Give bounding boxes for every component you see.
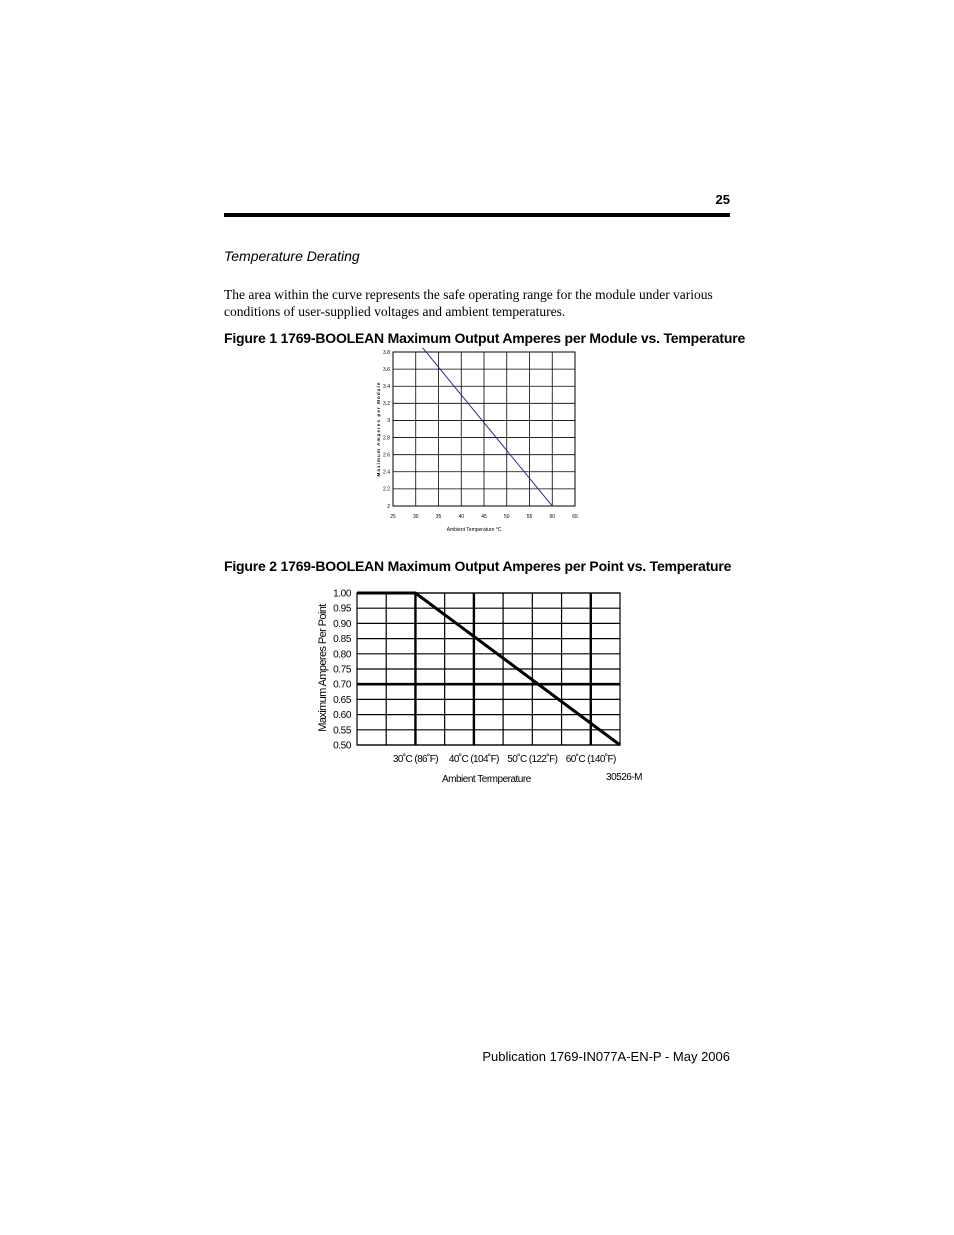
section-heading: Temperature Derating: [224, 248, 360, 264]
y-tick-label: 3: [387, 418, 390, 425]
y-tick-label: 0.90: [333, 618, 351, 630]
x-axis-title: Ambient Temperature °C: [446, 527, 502, 533]
y-tick-label: 2.2: [383, 486, 390, 493]
module-derating-chart: [370, 345, 585, 540]
y-axis-title: Maximum Amperes Per Point: [317, 604, 329, 732]
footer-publication: Publication 1769-IN077A-EN-P - May 2006: [482, 1049, 730, 1064]
y-tick-label: 2: [387, 503, 390, 510]
y-tick-label: 0.60: [333, 710, 351, 722]
y-tick-label: 3.2: [383, 401, 390, 408]
x-tick-label: 40˚C (104˚F): [448, 754, 499, 765]
x-tick-label: 25: [390, 514, 396, 520]
x-tick-label: 50˚C (122˚F): [507, 754, 558, 765]
y-tick-label: 0.80: [333, 649, 351, 661]
x-tick-label: 50: [503, 514, 510, 520]
y-tick-label: 2.6: [383, 452, 390, 459]
x-tick-label: 45: [481, 514, 487, 520]
figure-id-label: 30526-M: [606, 772, 642, 783]
y-tick-label: 0.65: [333, 694, 351, 706]
figure-1-caption: Figure 1 1769-BOOLEAN Maximum Output Amperes per Module vs. Temperature: [224, 330, 746, 346]
y-tick-label: 2.8: [383, 435, 390, 442]
x-tick-label: 35: [435, 514, 442, 520]
x-tick-label: 30: [412, 514, 419, 520]
body-paragraph: The area within the curve represents the safe operating range for the module under various conditions of user-supplied voltages and ambient temperatures.: [224, 287, 713, 319]
x-tick-label: 65: [572, 514, 578, 520]
y-tick-label: 1.00: [333, 588, 351, 600]
header-rule: [224, 213, 730, 217]
x-tick-label: 30˚C (86˚F): [392, 754, 438, 765]
page-number: 25: [715, 192, 730, 207]
y-tick-label: 0.75: [333, 664, 351, 676]
x-tick-label: 55: [526, 514, 533, 520]
y-tick-label: 0.50: [333, 740, 351, 752]
y-tick-label: 3.4: [383, 384, 390, 391]
y-tick-label: 0.95: [333, 603, 351, 615]
y-tick-label: 3.8: [383, 349, 390, 356]
y-tick-label: 2.4: [383, 469, 390, 476]
x-axis-title: Ambient Termperature: [442, 774, 531, 785]
y-tick-label: 3.6: [383, 366, 390, 373]
y-tick-label: 0.85: [333, 634, 351, 646]
y-tick-label: 0.55: [333, 725, 351, 737]
series-line-module: [423, 348, 553, 506]
x-tick-label: 60: [549, 514, 556, 520]
y-axis-title: Maximum Amperes per Module: [376, 381, 381, 477]
point-derating-chart: [310, 580, 650, 790]
y-tick-label: 0.70: [333, 679, 351, 691]
x-tick-label: 40: [458, 514, 465, 520]
x-tick-label: 60˚C (140˚F): [565, 754, 616, 765]
figure-2-caption: Figure 2 1769-BOOLEAN Maximum Output Amperes per Point vs. Temperature: [224, 558, 732, 574]
